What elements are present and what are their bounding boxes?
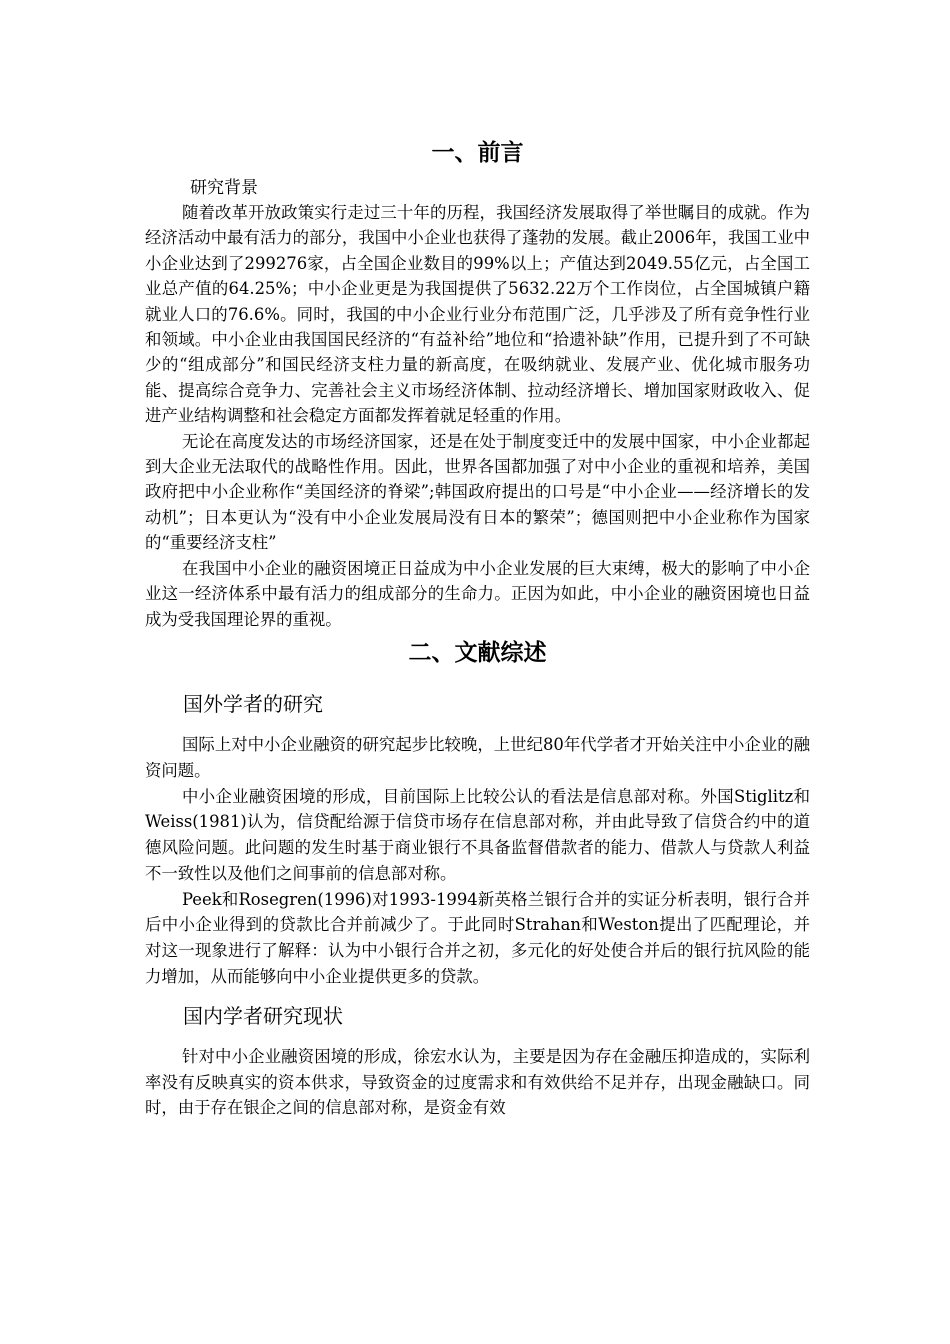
paragraph: 随着改革开放政策实行走过三十年的历程，我国经济发展取得了举世瞩目的成就。作为经济活动中最有活力的部分，我国中小企业也获得了蓬勃的发展。截止2006年，我国工业中小企业达到了299276家，占全国企业数目的99%以上；产值达到2049.55亿元，占全国工业总产值的64.25%；中小企业更是为我国提供了5632.22万个工作岗位，占全国城镇户籍就业人口的76.6%。同时，我国的中小企业行业分布范围广泛，几乎涉及了所有竞争性行业和领域。中小企业由我国国民经济的“有益补给”地位和“拾遗补缺”作用，已提升到了不可缺少的“组成部分”和国民经济支柱力量的新高度，在吸纳就业、发展产业、优化城市服务功能、提高综合竞争力、完善社会主义市场经济体制、拉动经济增长、增加国家财政收入、促进产业结构调整和社会稳定方面都发挥着就足轻重的作用。: [145, 203, 810, 426]
paragraph: 在我国中小企业的融资困境正日益成为中小企业发展的巨大束缚，极大的影响了中小企业这一经济体系中最有活力的组成部分的生命力。正因为如此，中小企业的融资困境也日益成为受我国理论界的重视。: [145, 558, 810, 629]
section-title-literature-review: 二、文献综述: [408, 639, 547, 666]
paragraph: Peek和Rosegren(1996)对1993-1994新英格兰银行合并的实证分析表明，银行合并后中小企业得到的贷款比合并前减少了。于此同时Strahan和Weston提出了匹配理论，并对这一现象进行了解释：认为中小银行合并之初，多元化的好处使合并后的银行抗风险的能力增加，从而能够向中小企业提供更多的贷款。: [145, 889, 810, 987]
subsection-title-background: 研究背景: [190, 178, 258, 198]
subsection-title-domestic-research: 国内学者研究现状: [183, 1003, 343, 1028]
paragraph: 国际上对中小企业融资的研究起步比较晚，上世纪80年代学者才开始关注中小企业的融资问题。: [145, 734, 810, 780]
paragraph: 针对中小企业融资困境的形成，徐宏水认为，主要是因为存在金融压抑造成的，实际利率没有反映真实的资本供求，导致资金的过度需求和有效供给不足并存，出现金融缺口。同时，由于存在银企之间的信息部对称，是资金有效: [145, 1046, 810, 1118]
document-body: [145, 138, 810, 1121]
section-title-preface: 一、前言: [431, 140, 524, 166]
paragraph: 中小企业融资困境的形成，目前国际上比较公认的看法是信息部对称。外国Stiglitz和Weiss(1981)认为，信贷配给源于信贷市场存在信息部对称，并由此导致了信贷合约中的道德风险问题。此问题的发生时基于商业银行不具备监督借款者的能力、借款人与贷款人利益不一致性以及他们之间事前的信息部对称。: [145, 786, 810, 883]
paragraph: 无论在高度发达的市场经济国家，还是在处于制度变迁中的发展中国家，中小企业都起到大企业无法取代的战略性作用。因此，世界各国都加强了对中小企业的重视和培养，美国政府把中小企业称作“美国经济的脊梁”;韩国政府提出的口号是“中小企业——经济增长的发动机”；日本更认为“没有中小企业发展局没有日本的繁荣”；德国则把中小企业称作为国家的“重要经济支柱”: [145, 431, 810, 553]
subsection-title-foreign-research: 国外学者的研究: [183, 691, 323, 716]
